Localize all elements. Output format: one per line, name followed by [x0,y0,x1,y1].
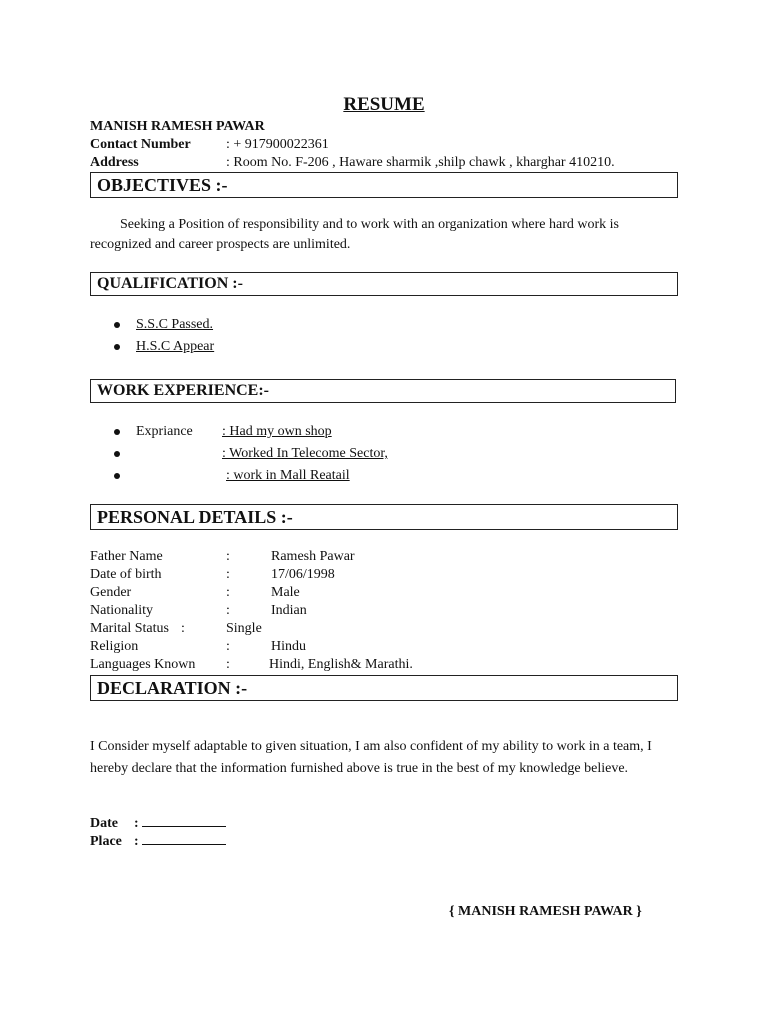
detail-value: Ramesh Pawar [271,549,355,564]
personal-detail-row [90,584,690,602]
contact-row [90,136,329,154]
contact-value: : + 917900022361 [226,137,329,152]
signature: { MANISH RAMESH PAWAR } [449,904,642,919]
work-experience-list [112,421,388,487]
detail-colon: : [226,603,230,618]
qualification-heading: QUALIFICATION :- [90,272,678,296]
date-blank [142,813,226,827]
work-text: : Had my own shop [222,424,332,439]
work-item [136,446,388,461]
work-label: Expriance [136,424,193,439]
resume-title: RESUME [343,94,425,115]
detail-colon: : [226,567,230,582]
detail-label: Nationality [90,603,153,618]
date-colon: : [134,816,139,831]
place-colon: : [134,834,139,849]
detail-value: Male [271,585,300,600]
work-text: : Worked In Telecome Sector, [222,446,388,461]
detail-colon: : [226,585,230,600]
address-label: Address [90,155,139,170]
place-label: Place [90,834,122,849]
objectives-heading: OBJECTIVES :- [90,172,678,198]
place-row [90,831,226,849]
personal-detail-row [90,566,690,584]
detail-label: Marital Status [90,621,169,636]
personal-detail-row [90,602,690,620]
detail-value: Hindi, English& Marathi. [269,657,413,672]
list-item [112,465,388,487]
detail-value: Hindu [271,639,306,654]
detail-label: Father Name [90,549,163,564]
address-row [90,154,615,172]
date-label: Date [90,816,118,831]
work-text: : work in Mall Reatail [226,468,350,483]
detail-label: Gender [90,585,132,600]
detail-colon: : [226,657,230,672]
detail-value: Single [226,621,262,636]
personal-detail-row [90,638,690,656]
detail-label: Religion [90,639,139,654]
personal-details-heading: PERSONAL DETAILS :- [90,504,678,530]
qualification-item: H.S.C Appear [136,339,215,354]
address-value: : Room No. F-206 , Haware sharmik ,shilp chawk , kharghar 410210. [226,155,615,170]
place-blank [142,831,226,845]
candidate-name [90,118,265,136]
list-item [112,443,388,465]
list-item [112,421,388,443]
work-item [136,468,350,483]
work-blank [136,466,226,479]
personal-detail-row [90,656,690,674]
detail-value: 17/06/1998 [271,567,335,582]
objectives-text: Seeking a Position of responsibility and to work with an organization where hard work is recognized and career prospects are unlimited. [90,217,619,252]
list-item [112,336,214,358]
work-experience-heading: WORK EXPERIENCE:- [90,379,676,403]
personal-detail-row [90,548,690,566]
personal-detail-row [90,620,690,638]
qualification-list [112,314,214,358]
list-item [112,314,214,336]
date-row [90,813,226,831]
detail-colon: : [226,639,230,654]
work-item [136,424,332,439]
detail-label: Languages Known [90,657,196,672]
detail-colon: : [181,621,185,636]
detail-label: Date of birth [90,567,162,582]
declaration-heading: DECLARATION :- [90,675,678,701]
declaration-text: I Consider myself adaptable to given situation, I am also confident of my ability to work in a team, I hereby declare that the information furnished above is true in the best of my knowledge believe. [90,739,652,776]
work-blank [136,444,222,457]
contact-label: Contact Number [90,137,191,152]
candidate-name-text: MANISH RAMESH PAWAR [90,119,265,134]
detail-colon: : [226,549,230,564]
qualification-item: S.S.C Passed. [136,317,214,332]
detail-value: Indian [271,603,307,618]
